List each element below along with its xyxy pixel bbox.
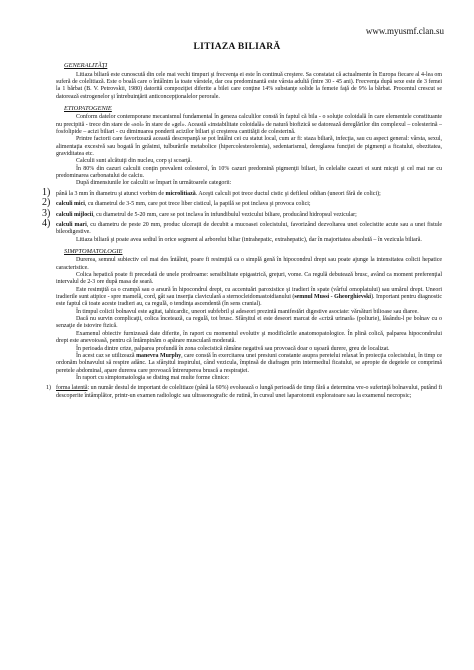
list-text-rest: , cu diametrul de 3-5 mm, care pot trece liber cisticul, la papilă se pot inclava şi provoca colici; <box>84 201 311 208</box>
paragraph: În raport cu simptomatologia se disting mai multe forme clinice: <box>76 374 230 381</box>
list-number: 4) <box>42 217 51 229</box>
list-text-rest: , cu diametrul de 5-20 mm, care se pot inclava în infundibulul vezicului biliare, producând hidropsul vezicular; <box>93 211 357 218</box>
list-text-rest: , cu diametru de peste 20 mm, produc ulceraţii de decubit a mucoasei colecistului, favorizând dezvoltarea unei colecistite acute sau a unei fistule bileodigestive. <box>56 221 442 236</box>
list-term: calculi mari <box>56 221 87 228</box>
paragraph: Colica hepatică poate fi precedată de unele prodroame: sensibilitate epigastrică, greţuri, vome. Ca regulă debutează brusc, având ca moment preferenţial intervalul de 2-3 ore după masa de seară. <box>56 272 442 286</box>
paragraph: Litiaza biliară este cunoscută din cele mai vechi timpuri şi frecvenţa ei este în continuă creştere. Sa constatat că actualmente în Europa fiecare al 4-lea om suferă de colelitiază. Este o boală care o întâlnim la toate vârstele, dar cea predominantă este vârsta adultă (între 30 - 45 ani). Frecvenţa după sexe este de 3 femei la 1 bărbat (B. V. Petrovskii, 1980) datorită compoziţiei diferite a bilei care conţine 14% substanţe solide la femeie faţă de 9% la bărbat. Procentul crescut se datorează estrogenelor şi întrebuinţării anticoncepţionalelor perorale. <box>56 71 442 100</box>
paragraph-part: , care constă în exercitarea unei presiuni constante asupra peretelui relaxat în proiecţia colecistului, în timp ce ordonăm bolnavului să respire adânc. La sfârşitul inspirului, când vezicula, împinsă de diafragm prin intermediul ficatului, se apropie de degetele ce comprimă peretele abdominal, apare durerea care provoacă întreruperea bruscă a respiraţiei. <box>56 352 442 374</box>
list-item <box>42 217 442 237</box>
paragraph <box>56 287 442 309</box>
section-heading-etiopatogenie: ETIOPATOGENIE <box>64 104 112 112</box>
list-text <box>56 201 442 208</box>
paragraph <box>56 353 442 375</box>
list-text <box>56 385 442 400</box>
section-heading-generalitati: GENERALITĂŢI <box>64 62 108 69</box>
paragraph-part: ). Important pentru diagnostic este faptul că toate aceste iradieri au, ca regulă, o tendinţa ascendentă (în sens cranial). <box>56 294 443 308</box>
list-number: 2) <box>42 197 51 209</box>
paragraph: În timpul colicii bolnavul este agitat, tahicardic, uneori subfebril şi adeseori prezintă manifestări digestive asociate: vărsături bilioase sau diaree. <box>76 308 419 315</box>
list-text-lead: până la 3 mm în diametru şi atunci vorbim de <box>56 190 166 197</box>
section-heading-simptomatologie: SIMPTOMATOLOGIE <box>64 247 123 255</box>
paragraph-part: În acest caz se utilizează <box>76 352 137 359</box>
sign-name: semnul Mussi - Gheorghievski <box>294 294 372 301</box>
list-number: 3) <box>42 207 51 219</box>
site-url: www.myusmf.clan.su <box>365 26 444 36</box>
list-term: calculi mijlocii <box>56 211 94 218</box>
paragraph: Durerea, semnul subiectiv cel mai des întâlnit, poare fi resimţită ca o simplă genă în hipocondrul drept sau poate ajunge la intensitatea colicii hepatice caracteristice. <box>56 257 442 271</box>
list-item <box>42 197 442 209</box>
paragraph: După dimensiunile lor calculii se împart în următoarele categorii: <box>76 180 232 187</box>
list-item <box>42 207 442 219</box>
paragraph: În 80% din cazuri calculii conţin prevalent colesterol, în 10% cazuri predomină pigmenţii biliari, în celelalte cazuri ei sunt micşti şi cel mai rar cu predominarea carbonatului de calciu. <box>56 165 442 180</box>
list-text <box>56 222 442 237</box>
list-text <box>56 212 442 219</box>
paragraph: Printre factorii care favorizează această descrepanţă se pot întâlni cei cu statut local, cum ar fi: staza biliară, infecţia, sau cu aspect general: vârsta, sexul, alimentaţia excesivă sau bogată în grăsimi, tulburările metabolice (hipercolesterolemia), sedentarismul, dereglarea funcţiei de pigmenţi a ficatului, obezitatea, graviditatea etc. <box>56 136 442 158</box>
paragraph: Dacă nu survin complicaţii, colica încetează, ca regulă, tot brusc. Sfârşitul ei este deseori marcat de «criză urinară» (poliurie), lăsându-l pe bolnav cu o senzaţie de istovire fizică. <box>56 316 442 330</box>
list-item <box>46 385 442 400</box>
paragraph: În perioada dintre crize, palparea profundă în zona colecistică rămâne negativă sau provoacă doar o uşoară durere, greu de localizat. <box>76 345 390 352</box>
document-body <box>42 62 443 400</box>
list-text-rest: : un număr destul de important de colelitiaze (până la 60%) evoluează o lungă perioadă de timp fără a determina vre-o suferinţă bolnavului, putând fi descoperite întâmplător, printr-un examen radiologic sau ultrasonografic de rutină, în cursul unei laparotomii exploratoare sau la examenul necropsic; <box>56 385 442 399</box>
maneuver-name: manevra Murphy <box>136 352 182 359</box>
paragraph: Examenul obiectiv furnizează date diferite, în raport cu momentul evolutiv şi modificările anatomopatologice. În plină colică, palparea hipocondrului drept este anevoioasă, pentru că întâmpinăm o apărare musculară moderată. <box>56 330 442 345</box>
list-number: 1) <box>46 385 51 392</box>
paragraph: Calculii sunt alcătuiţi din nucleu, corp şi scoarţă. <box>76 158 192 165</box>
list-term: microlitiază <box>165 190 196 197</box>
page-title: LITIAZA BILIARĂ <box>193 42 281 52</box>
form-label: forma latentă <box>56 385 88 392</box>
paragraph: Conform datelor contemporane mecanismul fundamental în geneza calculilor constă în faptul că bila - o soluţie coloidală în care elementele constituante nu precipită - trece din stare de «sol» în stare de «gel». Această «instabilitate coloidală» de natură biofizică se datorează dereglărilor din complexul – colesterină – fosfolipide – acizi biliari - cu diminuarea ponderii acizilor biliari şi creşterea cantităţii de colesterină. <box>56 114 442 136</box>
paragraph: Litiaza biliară şi poate avea sediul în orice segment al arborelui biliar (intrahepatic, extrahepatic), dar în majoritatea absolută – în vezicula biliară. <box>76 236 422 243</box>
list-number: 1) <box>42 186 51 198</box>
list-term: calculi mici <box>56 201 85 208</box>
paragraph-part: Este resimţită ca o crampă sau o arsură în hipocondrul drept, cu accentuări paroxistice şi iradieri în spate (vârful omoplatului) sau umărul drept. Uneori iradierile sunt atipice - spre mamelă, cord, gât sau inserţia claviculară a sternocleidomastoidianului ( <box>56 286 442 301</box>
list-text-rest: . Aceşti calculi pot trece ductul cistic şi defileul oddian (uneori fără de colici); <box>195 190 381 197</box>
list-text <box>56 191 442 198</box>
list-item <box>42 186 442 198</box>
